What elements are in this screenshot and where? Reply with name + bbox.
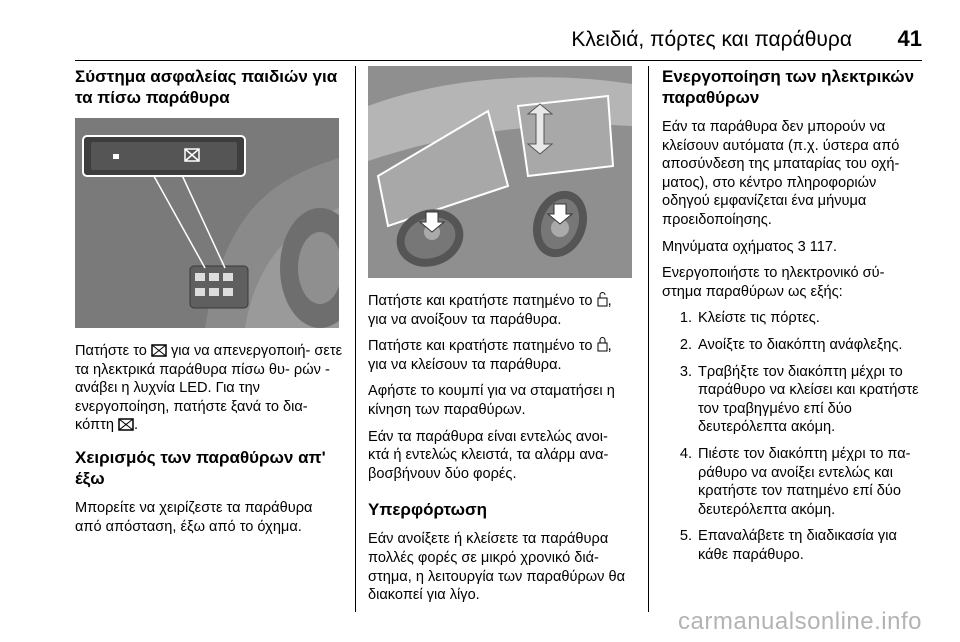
door-panel-illustration — [75, 118, 339, 328]
page-header — [75, 18, 922, 61]
child-lock-heading: Σύστημα ασφαλείας παιδιών για τα πίσω παράθυρα — [75, 67, 338, 107]
watermark: carmanualsonline.info — [678, 608, 922, 635]
list-item: 2. Ανοίξτε το διακόπτη ανάφλεξης. — [679, 336, 903, 353]
overload-paragraph: Εάν ανοίξετε ή κλείσετε τα παράθυρα πολλές φορές σε μικρό χρονικό διά- στημα, η λειτουργία των παραθύρων θα διακοπεί για λίγο. — [368, 531, 626, 604]
child-lock-paragraph: Πατήστε το για να απενεργοποιή- σετε τα ηλεκτρικά παράθυρα πίσω θυ- ρών - ανάβει η λυχνία LED. Για την ενεργοποίηση, πατήστε ξανά το δια- κόπτη . — [75, 343, 343, 434]
column-3 — [662, 66, 927, 572]
close-windows-paragraph: Πατήστε και κρατήστε πατημένο το , για να κλείσουν τα παράθυρα. — [368, 338, 612, 373]
column-divider — [355, 66, 356, 612]
procedure-steps — [662, 309, 927, 564]
initialisation-heading: Ενεργοποίηση των ηλεκτρικών παραθύρων — [662, 67, 915, 107]
page-title: Κλειδιά, πόρτες και παράθυρα — [571, 28, 852, 51]
list-item: 5. Επαναλάβετε τη διαδικασία για κάθε παράθυρο. — [679, 528, 897, 563]
initialisation-paragraph: Εάν τα παράθυρα δεν μπορούν να κλείσουν αυτόματα (π.χ. ύστερα από αποσύνδεση της μπαταρίας του οχή- ματος), στο κέντρο πληροφοριών οδηγού εμφανίζεται ένα μήνυμα προειδοποίησης. — [662, 119, 900, 228]
page-reference-icon: 3 — [797, 238, 806, 255]
column-1 — [75, 66, 343, 544]
list-item: 4. Πιέστε τον διακόπτη μέχρι το πα- ράθυρο να ανοίξει εντελώς και κρατήστε τον πατημένο επί δύο δευτερόλεπτα ακόμη. — [679, 445, 911, 518]
column-2 — [368, 66, 633, 613]
list-item: 3. Τραβήξτε τον διακόπτη μέχρι το παράθυρο να κλείσει και κρατήστε τον τραβηγμένο επί δύο δευτερόλεπτα ακόμη. — [679, 363, 919, 436]
remote-operation-heading: Χειρισμός των παραθύρων απ' έξω — [75, 447, 326, 488]
list-item: 1. Κλείστε τις πόρτες. — [679, 310, 820, 327]
window-lock-icon — [118, 418, 134, 431]
window-lock-icon — [151, 344, 167, 357]
unlock-icon — [597, 292, 608, 307]
remote-operation-paragraph: Μπορείτε να χειρίζεστε τα παράθυρα από απόσταση, έξω από το όχημα. — [75, 499, 313, 535]
page-number: 41 — [897, 26, 922, 51]
column-divider — [648, 66, 649, 612]
hazard-flash-paragraph: Εάν τα παράθυρα είναι εντελώς ανοι- κτά ή εντελώς κλειστά, τα αλάρμ ανα- βοσβήνουν δύο φορές. — [368, 428, 609, 482]
key-fob-illustration — [368, 66, 632, 278]
lock-icon — [597, 337, 608, 352]
vehicle-messages-reference: Μηνύματα οχήματος 3 117. — [662, 238, 838, 255]
release-button-paragraph: Αφήστε το κουμπί για να σταματήσει η κίνηση των παραθύρων. — [368, 383, 615, 418]
procedure-intro: Ενεργοποιήστε το ηλεκτρονικό σύ- στημα παραθύρων ως εξής: — [662, 265, 885, 300]
open-windows-paragraph: Πατήστε και κρατήστε πατημένο το , για να ανοίξουν τα παράθυρα. — [368, 293, 612, 328]
overload-heading: Υπερφόρτωση — [368, 500, 488, 520]
